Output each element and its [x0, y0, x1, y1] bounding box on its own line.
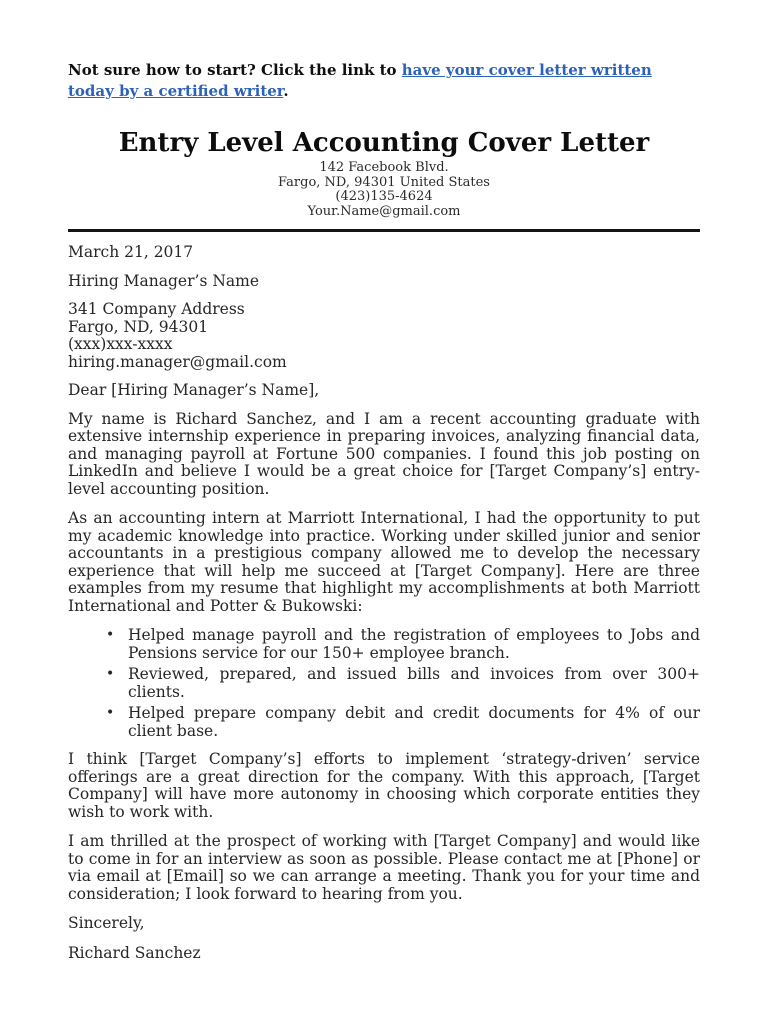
letterhead-phone: (423)135-4624: [335, 189, 433, 204]
letter-body: [68, 244, 700, 962]
letterhead-address-line2: Fargo, ND, 94301 United States: [278, 174, 490, 190]
letter-signature: Richard Sanchez: [68, 943, 201, 962]
list-item: • Reviewed, prepared, and issued bills and invoices from over 300+ clients.: [128, 666, 700, 701]
top-note: [68, 60, 700, 102]
recipient-address-block: [68, 301, 700, 371]
letter-paragraph-experience: As an accounting intern at Marriott International, I had the opportunity to put my academic knowledge into practice. Working under skilled junior and senior accountants in a prestigious company allowed me to develop the necessary experience that will help me succeed at [Target Company]. Here are three examples from my resume that highlight my accomplishments at both Marriott International and Potter & Bukowski:: [68, 509, 700, 615]
top-note-suffix: .: [283, 82, 289, 100]
letter-paragraph-company-direction: I think [Target Company’s] efforts to implement ‘strategy-driven’ service offerings are a great direction for the company. With this approach, [Target Company] will have more autonomy in choosing which corporate entities they wish to work with.: [68, 750, 700, 821]
recipient-email: hiring.manager@gmail.com: [68, 352, 287, 371]
letter-paragraph-call-to-action: I am thrilled at the prospect of working with [Target Company] and would like to come in for an interview as soon as possible. Please contact me at [Phone] or via email at [Email] so we can arrange a meeting. Thank you for your time and consideration; I look forward to hearing from you.: [68, 832, 700, 903]
letter-date: March 21, 2017: [68, 243, 194, 261]
recipient-address-line2: Fargo, ND, 94301: [68, 317, 209, 336]
list-item: • Helped manage payroll and the registration of employees to Jobs and Pensions service for our 150+ employee branch.: [128, 627, 700, 662]
cover-letter-service-link[interactable]: have your cover letter written today by a certified writer: [68, 61, 652, 100]
list-item: • Helped prepare company debit and credit documents for 4% of our client base.: [128, 705, 700, 740]
letterhead: [68, 128, 700, 219]
letterhead-address-line1: 142 Facebook Blvd.: [319, 160, 449, 175]
recipient-phone: (xxx)xxx-xxxx: [68, 335, 173, 353]
page-title: Entry Level Accounting Cover Letter: [118, 128, 650, 158]
letter-signoff: Sincerely,: [68, 914, 145, 932]
letterhead-email: Your.Name@gmail.com: [307, 203, 461, 219]
top-note-prefix: Not sure how to start? Click the link to: [68, 61, 402, 79]
letter-greeting: Dear [Hiring Manager’s Name],: [68, 381, 320, 399]
recipient-name: Hiring Manager’s Name: [68, 271, 259, 290]
recipient-address-line1: 341 Company Address: [68, 300, 245, 318]
accomplishments-list: [68, 627, 700, 740]
letter-paragraph-intro: My name is Richard Sanchez, and I am a recent accounting graduate with extensive internship experience in preparing invoices, analyzing financial data, and managing payroll at Fortune 500 companies. I found this job posting on LinkedIn and believe I would be a great choice for [Target Company’s] entry-level accounting position.: [68, 409, 700, 498]
header-divider: [68, 229, 700, 232]
